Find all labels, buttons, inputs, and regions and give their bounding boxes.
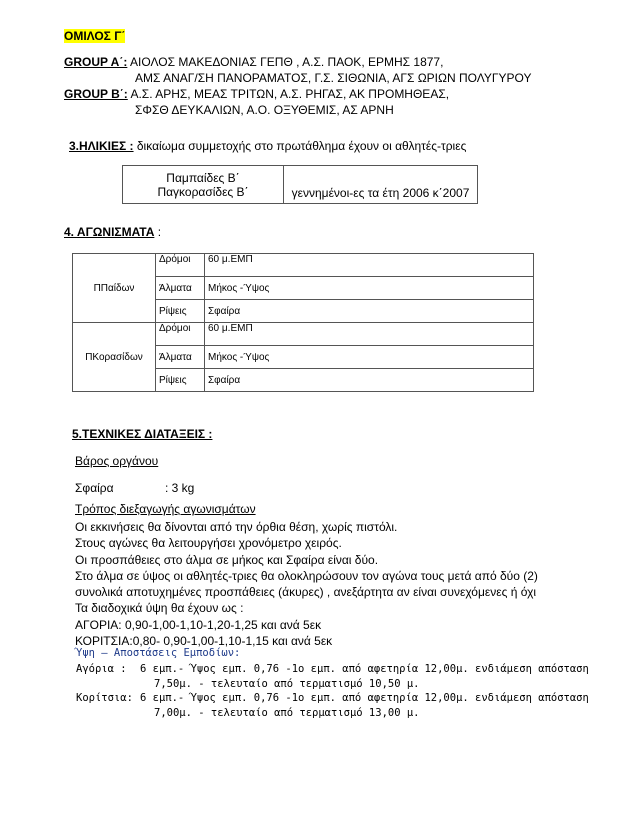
group-a-label: GROUP A΄: xyxy=(64,55,128,69)
ages-heading: 3.ΗΛΙΚΙΕΣ : xyxy=(69,139,134,153)
hurdles-boys-line-2: 7,50μ. - τελευταίο από τερματισμό 10,50 μ. xyxy=(154,678,420,690)
hurdles-heading: Ύψη – Αποστάσεις Εμποδίων: xyxy=(76,647,241,659)
group-a-teams-2: ΑΜΣ ΑΝΑΓ/ΣΗ ΠΑΝΟΡΑΜΑΤΟΣ, Γ.Σ. ΣΙΘΩΝΙΑ, ΑΓΣ ΩΡΙΩΝ ΠΟΛΥΓΥΡΟΥ xyxy=(135,71,532,85)
ages-categories-cell xyxy=(123,166,284,204)
shot-value: : 3 kg xyxy=(165,481,195,495)
conduct-line: ΚΟΡΙΤΣΙΑ:0,80- 0,90-1,00-1,10-1,15 και ανά 5εκ xyxy=(75,634,333,649)
conduct-heading: Τρόπος διεξαγωγής αγωνισμάτων xyxy=(75,502,256,516)
events-group-boys: ΠΠαίδων xyxy=(73,254,156,323)
group-a-line-1 xyxy=(64,55,443,69)
shot-label: Σφαίρα xyxy=(75,481,114,495)
ages-category-1: Παμπαίδες Β΄ xyxy=(166,170,240,185)
group-b-label: GROUP B΄: xyxy=(64,87,128,101)
ages-table xyxy=(122,165,478,204)
hurdles-girls-line-1: 6 εμπ.- Ύψος εμπ. 0,76 -1ο εμπ. από αφετηρία 12,00μ. ενδιάμεση απόσταση xyxy=(140,692,589,704)
events-type-cell: Δρόμοι xyxy=(156,254,205,277)
events-event-cell: Σφαίρα xyxy=(205,369,534,392)
events-event-cell: Μήκος -Ύψος xyxy=(205,277,534,300)
events-type-cell: Ρίψεις xyxy=(156,369,205,392)
conduct-line: Τα διαδοχικά ύψη θα έχουν ως : xyxy=(75,601,244,616)
conduct-line: Στο άλμα σε ύψος οι αθλητές-τριες θα ολοκληρώσουν τον αγώνα τους μετά από δύο (2) xyxy=(75,568,538,583)
conduct-line: Οι εκκινήσεις θα δίνονται από την όρθια θέση, χωρίς πιστόλι. xyxy=(75,520,398,534)
hurdles-boys-label: Αγόρια : xyxy=(76,663,127,675)
events-type-cell: Δρόμοι xyxy=(156,323,205,346)
conduct-line: Οι προσπάθειες στο άλμα σε μήκος και Σφαίρα είναι δύο. xyxy=(75,552,379,567)
events-heading: 4. ΑΓΩΝΙΣΜΑΤΑ xyxy=(64,225,155,239)
weight-heading: Βάρος οργάνου xyxy=(75,454,159,468)
technical-heading: 5.ΤΕΧΝΙΚΕΣ ΔΙΑΤΑΞΕΙΣ : xyxy=(72,427,213,441)
events-heading-line xyxy=(64,225,161,239)
ages-born-cell xyxy=(284,166,478,204)
group-title: ΟΜΙΛΟΣ Γ΄ xyxy=(64,29,126,43)
ages-born-years: γεννημένοι-ες τα έτη 2006 κ΄2007 xyxy=(291,186,470,200)
events-table xyxy=(72,253,534,392)
conduct-line: συνολικά αποτυχημένες προσπάθειες (άκυρες) , ανεξάρτητα αν είναι συνεχόμενες ή όχι xyxy=(75,585,537,600)
events-event-cell: 60 μ.ΕΜΠ xyxy=(205,254,534,277)
events-event-cell: Σφαίρα xyxy=(205,300,534,323)
events-type-cell: Άλματα xyxy=(156,346,205,369)
events-heading-colon: : xyxy=(154,225,162,239)
group-a-teams-1: ΑΙΟΛΟΣ ΜΑΚΕΔΟΝΙΑΣ ΓΕΠΘ , Α.Σ. ΠΑΟΚ, ΕΡΜΗΣ 1877, xyxy=(127,55,444,69)
group-b-teams-2: ΣΦΣΘ ΔΕΥΚΑΛΙΩΝ, Α.Ο. ΟΞΥΘΕΜΙΣ, ΑΣ ΑΡΝΗ xyxy=(135,103,394,117)
hurdles-girls-label: Κορίτσια: xyxy=(76,692,133,704)
conduct-rules xyxy=(75,519,538,649)
hurdles-girls-line-2: 7,00μ. - τελευταίο από τερματισμό 13,00 μ. xyxy=(154,707,420,719)
events-group-girls: ΠΚορασίδων xyxy=(73,323,156,392)
events-event-cell: 60 μ.ΕΜΠ xyxy=(205,323,534,346)
hurdles-boys-line-1: 6 εμπ.- Ύψος εμπ. 0,76 -1ο εμπ. από αφετηρία 12,00μ. ενδιάμεση απόσταση xyxy=(140,663,589,675)
group-b-teams-1: Α.Σ. ΑΡΗΣ, ΜΕΑΣ ΤΡΙΤΩΝ, Α.Σ. ΡΗΓΑΣ, ΑΚ ΠΡΟΜΗΘΕΑΣ, xyxy=(127,87,450,101)
conduct-line: Στους αγώνες θα λειτουργήσει χρονόμετρο χειρός. xyxy=(75,536,342,551)
events-type-cell: Ρίψεις xyxy=(156,300,205,323)
ages-category-2: Παγκορασίδες Β΄ xyxy=(157,184,249,199)
events-type-cell: Άλματα xyxy=(156,277,205,300)
conduct-line: ΑΓΟΡΙΑ: 0,90-1,00-1,10-1,20-1,25 και ανά 5εκ xyxy=(75,617,322,632)
ages-line xyxy=(69,139,466,153)
group-b-line-1 xyxy=(64,87,449,101)
events-event-cell: Μήκος -Ύψος xyxy=(205,346,534,369)
ages-text: δικαίωμα συμμετοχής στο πρωτάθλημα έχουν οι αθλητές-τριες xyxy=(133,139,467,153)
